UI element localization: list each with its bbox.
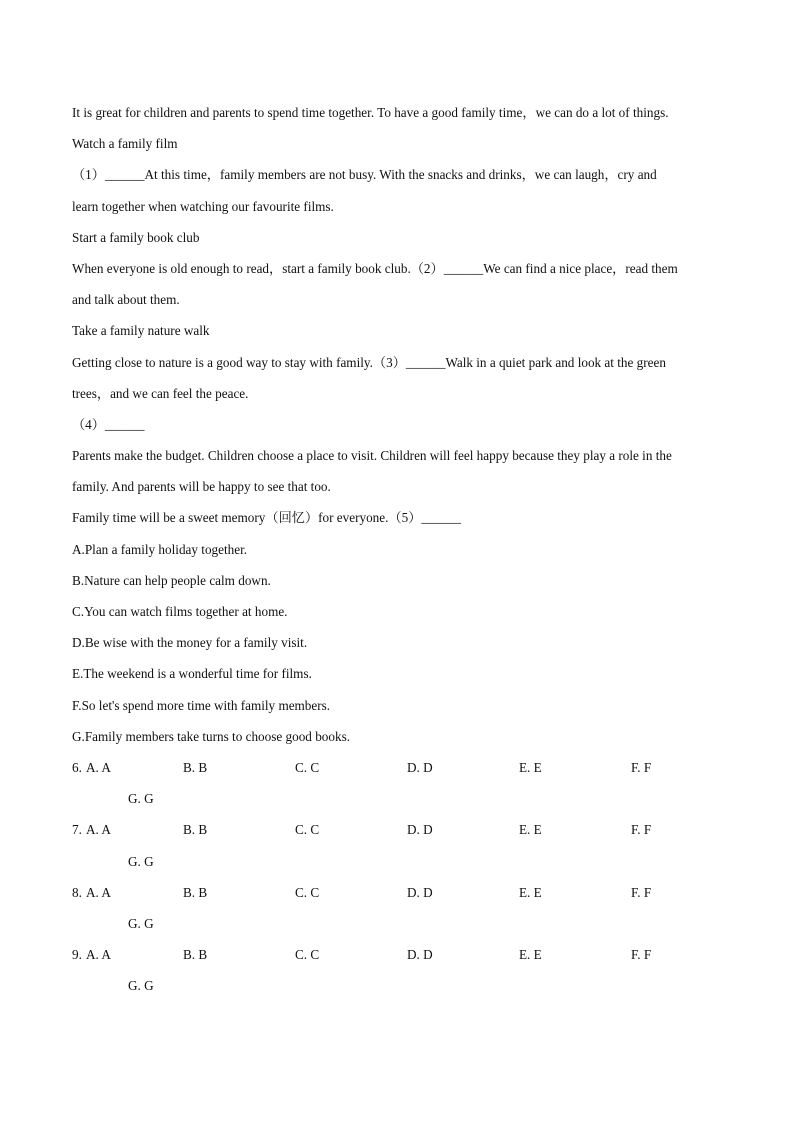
option-b[interactable]: B. B bbox=[183, 759, 208, 775]
paragraph-budget-line-2: family. And parents will be happy to see that too. bbox=[72, 479, 331, 495]
question-row-continued bbox=[72, 846, 722, 877]
option-d[interactable]: D. D bbox=[407, 822, 433, 838]
choice-a: A.Plan a family holiday together. bbox=[72, 541, 248, 557]
question-number: 8. bbox=[72, 884, 82, 900]
option-c[interactable]: C. C bbox=[295, 822, 320, 838]
paragraph-nature-line-2: trees，and we can feel the peace. bbox=[72, 385, 249, 401]
choice-b: B.Nature can help people calm down. bbox=[72, 572, 271, 588]
option-e[interactable]: E. E bbox=[519, 759, 542, 775]
option-d[interactable]: D. D bbox=[407, 947, 433, 963]
option-g[interactable]: G. G bbox=[128, 978, 154, 994]
paragraph-book-club-line-1: When everyone is old enough to read，start a family book club.（2）______We can find a nice place，read them bbox=[72, 260, 678, 276]
question-row bbox=[72, 814, 722, 845]
choice-f: F.So let's spend more time with family members. bbox=[72, 697, 331, 713]
paragraph-film-line-2: learn together when watching our favourite films. bbox=[72, 198, 334, 214]
choice-g: G.Family members take turns to choose good books. bbox=[72, 728, 350, 744]
section-heading-film: Watch a family film bbox=[72, 136, 178, 152]
option-g[interactable]: G. G bbox=[128, 791, 154, 807]
option-f[interactable]: F. F bbox=[631, 822, 652, 838]
option-a[interactable]: A. A bbox=[86, 884, 111, 900]
choice-d: D.Be wise with the money for a family visit. bbox=[72, 635, 308, 651]
option-a[interactable]: A. A bbox=[86, 759, 111, 775]
question-number: 9. bbox=[72, 947, 82, 963]
option-a[interactable]: A. A bbox=[86, 822, 111, 838]
section-heading-book-club: Start a family book club bbox=[72, 229, 200, 245]
paragraph-budget-line-1: Parents make the budget. Children choose a place to visit. Children will feel happy because they play a role in the bbox=[72, 448, 672, 464]
option-c[interactable]: C. C bbox=[295, 884, 320, 900]
document-content bbox=[72, 97, 722, 1001]
question-row bbox=[72, 752, 722, 783]
question-row bbox=[72, 877, 722, 908]
paragraph-film-line-1: （1）______At this time，family members are not busy. With the snacks and drinks，we can laugh，cry and bbox=[72, 167, 657, 183]
question-number: 7. bbox=[72, 822, 82, 838]
option-f[interactable]: F. F bbox=[631, 884, 652, 900]
option-b[interactable]: B. B bbox=[183, 822, 208, 838]
option-f[interactable]: F. F bbox=[631, 947, 652, 963]
option-e[interactable]: E. E bbox=[519, 822, 542, 838]
choice-c: C.You can watch films together at home. bbox=[72, 604, 288, 619]
option-f[interactable]: F. F bbox=[631, 759, 652, 775]
option-b[interactable]: B. B bbox=[183, 947, 208, 963]
section-heading-blank-4: （4）______ bbox=[72, 416, 145, 432]
option-e[interactable]: E. E bbox=[519, 947, 542, 963]
passage-intro: It is great for children and parents to spend time together. To have a good family time，we can do a lot of things. bbox=[72, 105, 669, 120]
option-d[interactable]: D. D bbox=[407, 759, 433, 775]
option-a[interactable]: A. A bbox=[86, 947, 111, 963]
section-heading-nature-walk: Take a family nature walk bbox=[72, 323, 210, 339]
option-c[interactable]: C. C bbox=[295, 759, 320, 775]
question-number: 6. bbox=[72, 759, 82, 775]
question-row-continued bbox=[72, 783, 722, 814]
option-d[interactable]: D. D bbox=[407, 884, 433, 900]
question-row-continued bbox=[72, 908, 722, 939]
question-row bbox=[72, 939, 722, 970]
option-b[interactable]: B. B bbox=[183, 884, 208, 900]
option-g[interactable]: G. G bbox=[128, 915, 154, 931]
option-g[interactable]: G. G bbox=[128, 853, 154, 869]
paragraph-nature-line-1: Getting close to nature is a good way to stay with family.（3）______Walk in a quiet park and look at the green bbox=[72, 354, 666, 370]
choice-e: E.The weekend is a wonderful time for films. bbox=[72, 666, 312, 682]
option-e[interactable]: E. E bbox=[519, 884, 542, 900]
passage-closing: Family time will be a sweet memory（回忆）for everyone.（5）______ bbox=[72, 510, 461, 526]
option-c[interactable]: C. C bbox=[295, 947, 320, 963]
question-row-continued bbox=[72, 970, 722, 1001]
paragraph-book-club-line-2: and talk about them. bbox=[72, 292, 180, 308]
